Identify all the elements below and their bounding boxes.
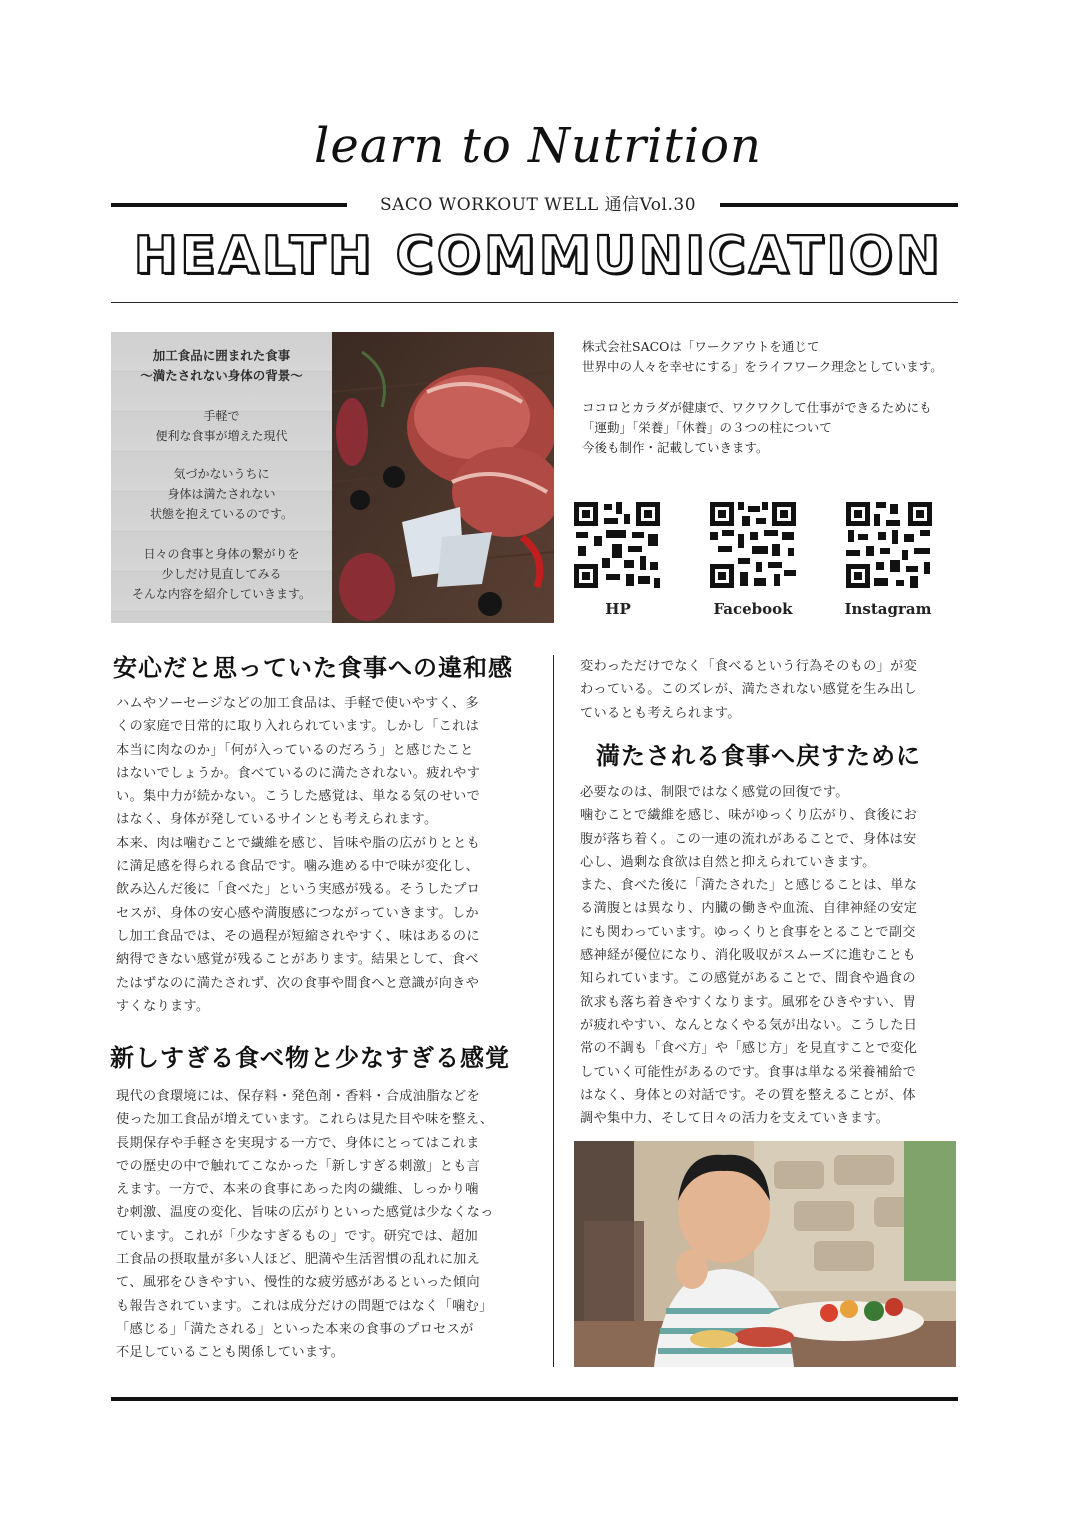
intro-text: [582, 337, 943, 458]
hero-line: 日々の食事と身体の繋がりを: [143, 547, 300, 561]
body-text-line: 「感じる」「満たされる」といった本来の食事のプロセスが: [116, 1321, 474, 1337]
cured-meat-photo: [332, 332, 554, 623]
qr-label-facebook: Facebook: [713, 600, 793, 618]
body-text-line: し加工食品では、その過程が短縮されやすく、味はあるのに: [116, 928, 480, 944]
body-text-line: 長期保存や手軽さを実現する一方で、身体にとってはこれま: [116, 1135, 480, 1151]
section-body: [580, 781, 960, 1130]
child-eating-photo: [574, 1141, 956, 1367]
body-text-line: はないでしょうか。食べているのに満たされない。疲れやす: [116, 765, 481, 781]
body-text-line: 腹が落ち着く。この一連の流れがあることで、身体は安: [580, 831, 917, 847]
body-text-line: また、食べた後に「満たされた」と感じることは、単な: [580, 878, 918, 894]
intro-line: 株式会社SACOは「ワークアウトを通じて: [582, 339, 820, 354]
section-body: [116, 692, 526, 1018]
body-text-line: 常の不調も「食べ方」や「感じ方」を見直すことで変化: [580, 1041, 918, 1057]
body-text-line: 心し、過剰な食欲は自然と抑えられていきます。: [580, 854, 876, 870]
hero-line: 身体は満たされない: [167, 487, 276, 501]
body-text-line: 使った加工食品が増えています。これらは見た目や味を整え、: [116, 1112, 494, 1128]
body-text-line: も報告されています。これは成分だけの問題ではなく「噛む」: [116, 1298, 493, 1314]
body-text-line: い。集中力が続かない。こうした感覚は、単なる気のせいで: [116, 789, 481, 805]
intro-line: 今後も制作・記載していきます。: [582, 440, 769, 455]
section-title: 新しすぎる食べ物と少なすぎる感覚: [110, 1043, 510, 1072]
hero-image: [111, 332, 554, 623]
body-text-line: 不足していることも関係しています。: [116, 1345, 345, 1361]
hero-line: 手軽で: [203, 409, 240, 423]
body-text-line: 本来、肉は噛むことで繊維を感じ、旨味や脂の広がりととも: [116, 835, 481, 851]
hero-line: 気づかないうちに: [173, 467, 270, 481]
body-text-line: での歴史の中で触れてこなかった「新しすぎる刺激」とも言: [116, 1158, 481, 1174]
qr-code-icon: [708, 500, 798, 590]
header-rule-left: [111, 203, 347, 207]
hero-text-panel: [111, 332, 332, 623]
hero-paragraph: [111, 406, 332, 446]
body-text-line: て、風邪をひきやすい、慢性的な疲労感があるといった傾向: [116, 1275, 480, 1291]
header-rule-right: [720, 203, 958, 207]
section-title: 安心だと思っていた食事への違和感: [113, 653, 513, 682]
body-text-line: る満腹とは異なり、内臓の働きや血流、自律神経の安定: [580, 901, 918, 917]
body-text-line: 感神経が優位になり、消化吸収がスムーズに進むことも: [580, 948, 916, 964]
qr-code-hp[interactable]: [572, 500, 662, 594]
body-text-line: む刺激、温度の変化、旨味の広がりといった感覚は少なくなっ: [116, 1205, 494, 1221]
body-text-line: 変わっただけでなく「食べるという行為そのもの」が変: [580, 659, 918, 674]
body-text-line: 必要なのは、制限ではなく感覚の回復です。: [580, 785, 849, 800]
section-title: 満たされる食事へ戻すために: [596, 741, 921, 770]
column-divider: [553, 655, 554, 1367]
body-text-line: が疲れやすい、なんとなくやる気が出ない。こうした日: [580, 1017, 918, 1033]
title-underline: [111, 302, 958, 303]
body-text-line: ハムやソーセージなどの加工食品は、手軽で使いやすく、多: [116, 696, 479, 711]
body-text-line: 欲求も落ち着きやすくなります。風邪をひきやすい、胃: [580, 994, 917, 1010]
hero-line: 便利な食事が増えた現代: [155, 429, 288, 443]
body-text-line: セスが、身体の安心感や満腹感につながっていきます。しか: [116, 905, 479, 921]
hero-line: そんな内容を紹介していきます。: [131, 587, 312, 601]
newsletter-subtitle: SACO WORKOUT WELL 通信Vol.30: [379, 195, 697, 215]
body-text-line: ています。これが「少なすぎるもの」です。研究では、超加: [116, 1228, 479, 1244]
hero-line: 状態を抱えているのです。: [149, 507, 294, 521]
main-title: HEALTH COMMUNICATION: [133, 226, 943, 286]
body-text-line: すくなります。: [116, 998, 210, 1014]
body-text-line: 工食品の摂取量が多い人ほど、肥満や生活習慣の乱れに加え: [116, 1252, 481, 1268]
body-text-line: はなく、身体が発しているサインとも考えられます。: [116, 812, 438, 828]
script-title: learn to Nutrition: [314, 118, 762, 174]
intro-line: 世界中の人々を幸せにする」をライフワーク理念としています。: [582, 359, 943, 374]
qr-label-instagram: Instagram: [844, 600, 932, 618]
body-text-line: 調や集中力、そして日々の活力を支えていきます。: [580, 1111, 890, 1127]
body-text-line: はなく、身体との対話です。その質を整えることが、体: [580, 1087, 916, 1103]
hero-paragraph: [111, 464, 332, 524]
body-text-line: ているとも考えられます。: [580, 705, 741, 721]
hero-heading: [111, 346, 332, 386]
body-text-line: 噛むことで繊維を感じ、味がゆっくり広がり、食後にお: [580, 808, 918, 824]
body-text-line: えます。一方で、本来の食事にあった肉の繊維、しっかり噛: [116, 1182, 479, 1198]
qr-code-facebook[interactable]: [708, 500, 798, 594]
body-text-line: 納得できない感覚が残ることがあります。結果として、食べ: [116, 952, 479, 968]
body-text-line: くの家庭で日常的に取り入れられています。しかし「これは: [116, 719, 480, 735]
qr-code-icon: [572, 500, 662, 590]
hero-paragraph: [111, 544, 332, 604]
body-text-line: たはずなのに満たされず、次の食事や間食へと意識が向きや: [116, 975, 480, 991]
intro-line: 「運動」「栄養」「休養」の３つの柱について: [582, 420, 832, 435]
body-text-line: 現代の食環境には、保存料・発色剤・香料・合成油脂などを: [116, 1089, 481, 1104]
body-text-line: 知られています。この感覚があることで、間食や過食の: [580, 971, 916, 987]
section-body-continued: [580, 655, 960, 725]
body-text-line: 本当に肉なのか」「何が入っているのだろう」と感じたこと: [116, 742, 474, 758]
body-text-line: していく可能性があるのです。食事は単なる栄養補給で: [580, 1064, 917, 1080]
footer-rule: [111, 1397, 958, 1401]
qr-code-instagram[interactable]: [844, 500, 934, 594]
intro-line: ココロとカラダが健康で、ワクワクして仕事ができるためにも: [582, 400, 932, 415]
body-text-line: にも関わっています。ゆっくりと食事をとることで副交: [580, 924, 916, 940]
body-text-line: に満足感を得られる食品です。噛み進める中で味が変化し、: [116, 859, 480, 875]
hero-heading-line: 加工食品に囲まれた食事: [152, 348, 291, 363]
qr-code-icon: [844, 500, 934, 590]
section-body: [116, 1085, 526, 1365]
qr-label-hp: HP: [605, 600, 631, 618]
body-text-line: 飲み込んだ後に「食べた」という実感が残る。そうしたプロ: [116, 882, 481, 898]
hero-heading-line: 〜満たされない身体の背景〜: [140, 368, 303, 383]
hero-line: 少しだけ見直してみる: [161, 567, 282, 581]
body-text-line: わっている。このズレが、満たされない感覚を生み出し: [580, 682, 918, 698]
